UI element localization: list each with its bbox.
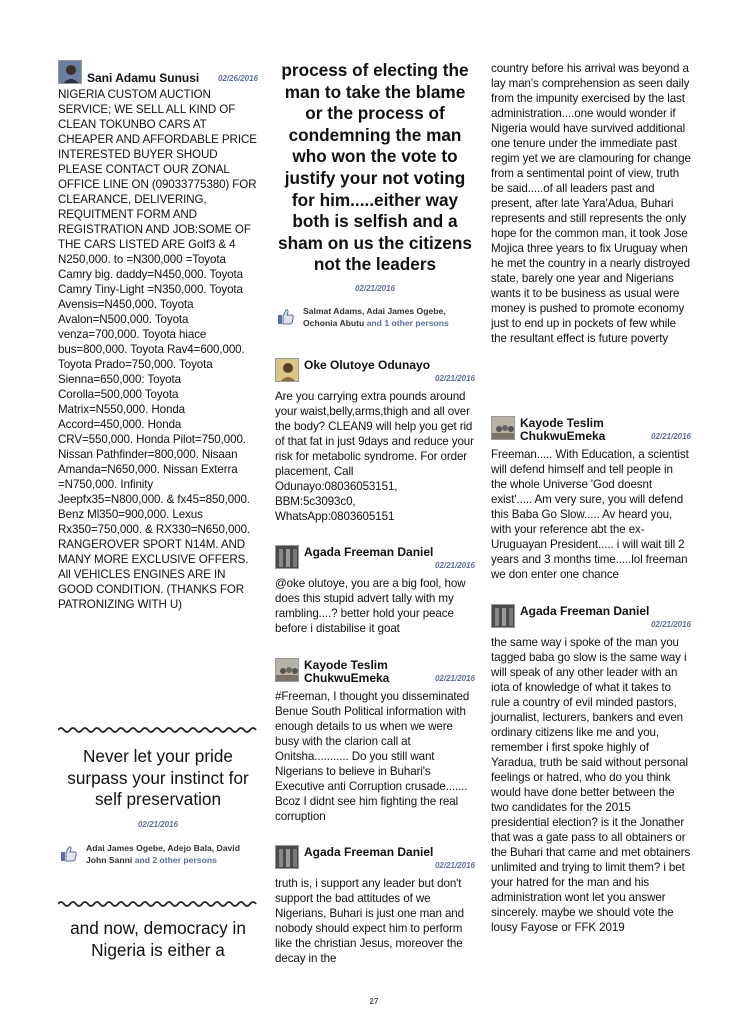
post bbox=[491, 416, 691, 582]
post-date: 02/21/2016 bbox=[434, 861, 475, 870]
post bbox=[491, 604, 691, 935]
wavy-divider bbox=[58, 900, 258, 908]
likes-line bbox=[275, 305, 475, 329]
post-text: the same way i spoke of the man you tagged baba go slow is the same way i will speak of any other leader with an iota of knowledge of what it takes to rule a country of evil minded pastors, journalist, lecturers, bankers and even ordinary citizens like me and you, remember i first spoke highly of Yaradua, truth be said without personal feelings or hatred, who do you think would have done better between the two candidates for the 2015 presidential election? is it the Jonather that was a gate pass to all obtainers or the Buhari that came and met obtainers unlimited and trying to limit them? i bet your hatred for the man and his administration wont let you answer sincerely. maybe we should vote the lousy Fayose or FFK 2019 bbox=[491, 636, 691, 934]
post-date: 02/21/2016 bbox=[650, 432, 691, 441]
column-2 bbox=[275, 60, 475, 329]
page-number: 27 bbox=[369, 997, 379, 1006]
post-author[interactable]: Sani Adamu Sunusi bbox=[87, 71, 200, 85]
avatar-group-icon bbox=[492, 417, 515, 440]
avatar-person-icon bbox=[276, 546, 299, 569]
avatar[interactable] bbox=[275, 845, 299, 869]
quote-text: and now, democracy in Nigeria is either a bbox=[70, 918, 246, 960]
avatar[interactable] bbox=[491, 604, 515, 628]
post bbox=[275, 658, 475, 824]
thumbs-up-icon[interactable] bbox=[277, 308, 295, 326]
post-header bbox=[491, 604, 691, 635]
wavy-divider bbox=[58, 726, 258, 734]
post-header bbox=[275, 545, 475, 576]
quote-date: 02/21/2016 bbox=[137, 819, 179, 829]
post-date: 02/21/2016 bbox=[434, 374, 475, 383]
avatar-person-icon bbox=[276, 359, 299, 382]
post-text: NIGERIA CUSTOM AUCTION SERVICE; WE SELL ALL KIND OF CLEAN TOKUNBO CARS AT CHEAPER AND AFFORDABLE PRICE INTERESTED BUYER SHOUD PLEASE CONTACT OUR ZONAL OFFICE LINE ON (09033775380) FOR CLEARANCE, DELIVERING, REQUITMENT FORM AND REGISTRATION AND JOB:SOME OF THE CARS LISTED ARE Golf3 & 4 N250,000. to =N300,000 =Toyota Camry big. daddy=N450,000. Toyota Camry Tiny-Light =N350,000. Toyota Avensis=N450,000. Toyota Avalon=N500,000. Toyota venza=700,000. Toyota hiace bus=800,000. Toyota Rav4=600,000. Toyota Prado=750,000. Toyota Sienna=650,000: Toyota Corolla=500,000 Toyota Matrix=N550,000. Honda Accord=450,000. Honda CRV=550,000. Honda Pilot=750,000. Nissan Pathfinder=800,000. Nisaan Amanda=N650,000. Nissan Exterra =N750,000. Infinity Jeepfx35=N800,000. & fx45=850,000. Benz Ml350=900,000. Lexus Rx350=750,000. & RX330=N650,000. RANGEROVER SPORT N14M. AND MANY MORE EXCLUSIVE OFFERS. All VEHICLES ENGINES ARE IN GOOD CONDITION. (THANKS FOR PATRONIZING WITH U) bbox=[58, 88, 257, 611]
likes-more[interactable]: and 2 other persons bbox=[134, 854, 217, 865]
thumbs-up-icon[interactable] bbox=[60, 845, 78, 863]
likes-names[interactable]: Salmat Adams, Adai James Ogebe, Ochonia Abutu bbox=[303, 305, 446, 328]
post-author[interactable]: Kayode Teslim ChukwuEmeka bbox=[520, 416, 606, 443]
quote-block-2 bbox=[58, 918, 258, 961]
quote-date: 02/21/2016 bbox=[354, 283, 396, 293]
post-author[interactable]: Agada Freeman Daniel bbox=[520, 604, 650, 618]
post bbox=[275, 845, 475, 966]
post-text: truth is, i support any leader but don't support the bad attitudes of we Nigerians, Buhari is just one man and nobody should expect him to perform like the christian Jesus, moreover the decay in the bbox=[275, 877, 464, 965]
post-author[interactable]: Kayode Teslim ChukwuEmeka bbox=[304, 658, 390, 685]
likes-line bbox=[58, 842, 258, 866]
post-header bbox=[58, 60, 258, 91]
column-3 bbox=[491, 61, 691, 346]
post-text: @oke olutoye, you are a big fool, how does this stupid advert tally with my rambling....? better hold your peace before i distabilise it goat bbox=[275, 577, 466, 635]
post bbox=[275, 358, 475, 524]
post-text: #Freeman, I thought you disseminated Benue South Political information with enough details to us when we were busy with the clarion call at Onitsha........... Do you still want Nigerians to believe in Buhari's Executive anti Corruption crusade....... Bcoz I didnt see him fighting the real corruption bbox=[275, 690, 470, 823]
post-text: Are you carrying extra pounds around your waist,belly,arms,thigh and all over the body? CLEAN9 will help you get rid of that fat in just 9days and reduce your risk for metabolic syndrome. For order placement, Call Odunayo:08036053151, BBM:5c3093c0, WhatsApp:0803605151 bbox=[275, 390, 474, 523]
avatar-person-icon bbox=[276, 846, 299, 869]
post-text: Freeman..... With Education, a scientist will defend himself and tell people in the whole Universe 'God doesnt exist'..... Am very sure, you will defend this Baba Go Slow..... Av heard you, with your reference abt the ex-Uruguayan President..... i will wait till 2 years and 3 months time.....lol freeman we don enter one chance bbox=[491, 448, 689, 581]
likes-names[interactable]: Adai James Ogebe, Adejo Bala, David John Sanni bbox=[86, 842, 240, 865]
post-header bbox=[275, 845, 475, 876]
post-date: 02/26/2016 bbox=[217, 74, 258, 83]
post-header bbox=[275, 658, 475, 689]
avatar[interactable] bbox=[58, 60, 82, 84]
post-author[interactable]: Agada Freeman Daniel bbox=[304, 545, 434, 559]
column-1 bbox=[58, 60, 258, 612]
quote-block-1 bbox=[58, 746, 258, 866]
post-date: 02/21/2016 bbox=[650, 620, 691, 629]
post-date: 02/21/2016 bbox=[434, 561, 475, 570]
quote-text: Never let your pride surpass your instinct for self preservation bbox=[67, 746, 249, 810]
avatar-person-icon bbox=[492, 605, 515, 628]
post bbox=[275, 545, 475, 636]
avatar[interactable] bbox=[275, 545, 299, 569]
quote-text: process of electing the man to take the blame or the process of condemning the man who won the vote to justify your not voting for him.....either way both is selfish and a sham on us the citizens not the leaders bbox=[278, 60, 472, 275]
post-text: country before his arrival was beyond a lay man's comprehension as seen daily from the impunity exercised by the last administration....one would wonder if Nigeria would have survived additional one tenure under the immediate past regim yet we are clamouring for change from a sentimental point of view, truth be said.....of all leaders past and present, after late Yara'Adua, Buhari represents and still represents the only hope for the common man, it took Jose Mojica three years to fix Uruguay when he met the country in a nearly distroyed state, barely one year and Nigerians wants it to be business as usual were money is pushed to promote economy just to end up in pockets of few while the resultant effect is future poverty bbox=[491, 62, 691, 345]
avatar[interactable] bbox=[275, 358, 299, 382]
likes-more[interactable]: and 1 other persons bbox=[366, 317, 449, 328]
avatar-group-icon bbox=[276, 659, 299, 682]
post-author[interactable]: Oke Olutoye Odunayo bbox=[304, 358, 431, 372]
avatar[interactable] bbox=[491, 416, 515, 440]
post-header bbox=[275, 358, 475, 389]
avatar[interactable] bbox=[275, 658, 299, 682]
post-date: 02/21/2016 bbox=[434, 674, 475, 683]
post-header bbox=[491, 416, 691, 447]
avatar-person-icon bbox=[59, 61, 82, 84]
post-author[interactable]: Agada Freeman Daniel bbox=[304, 845, 434, 859]
